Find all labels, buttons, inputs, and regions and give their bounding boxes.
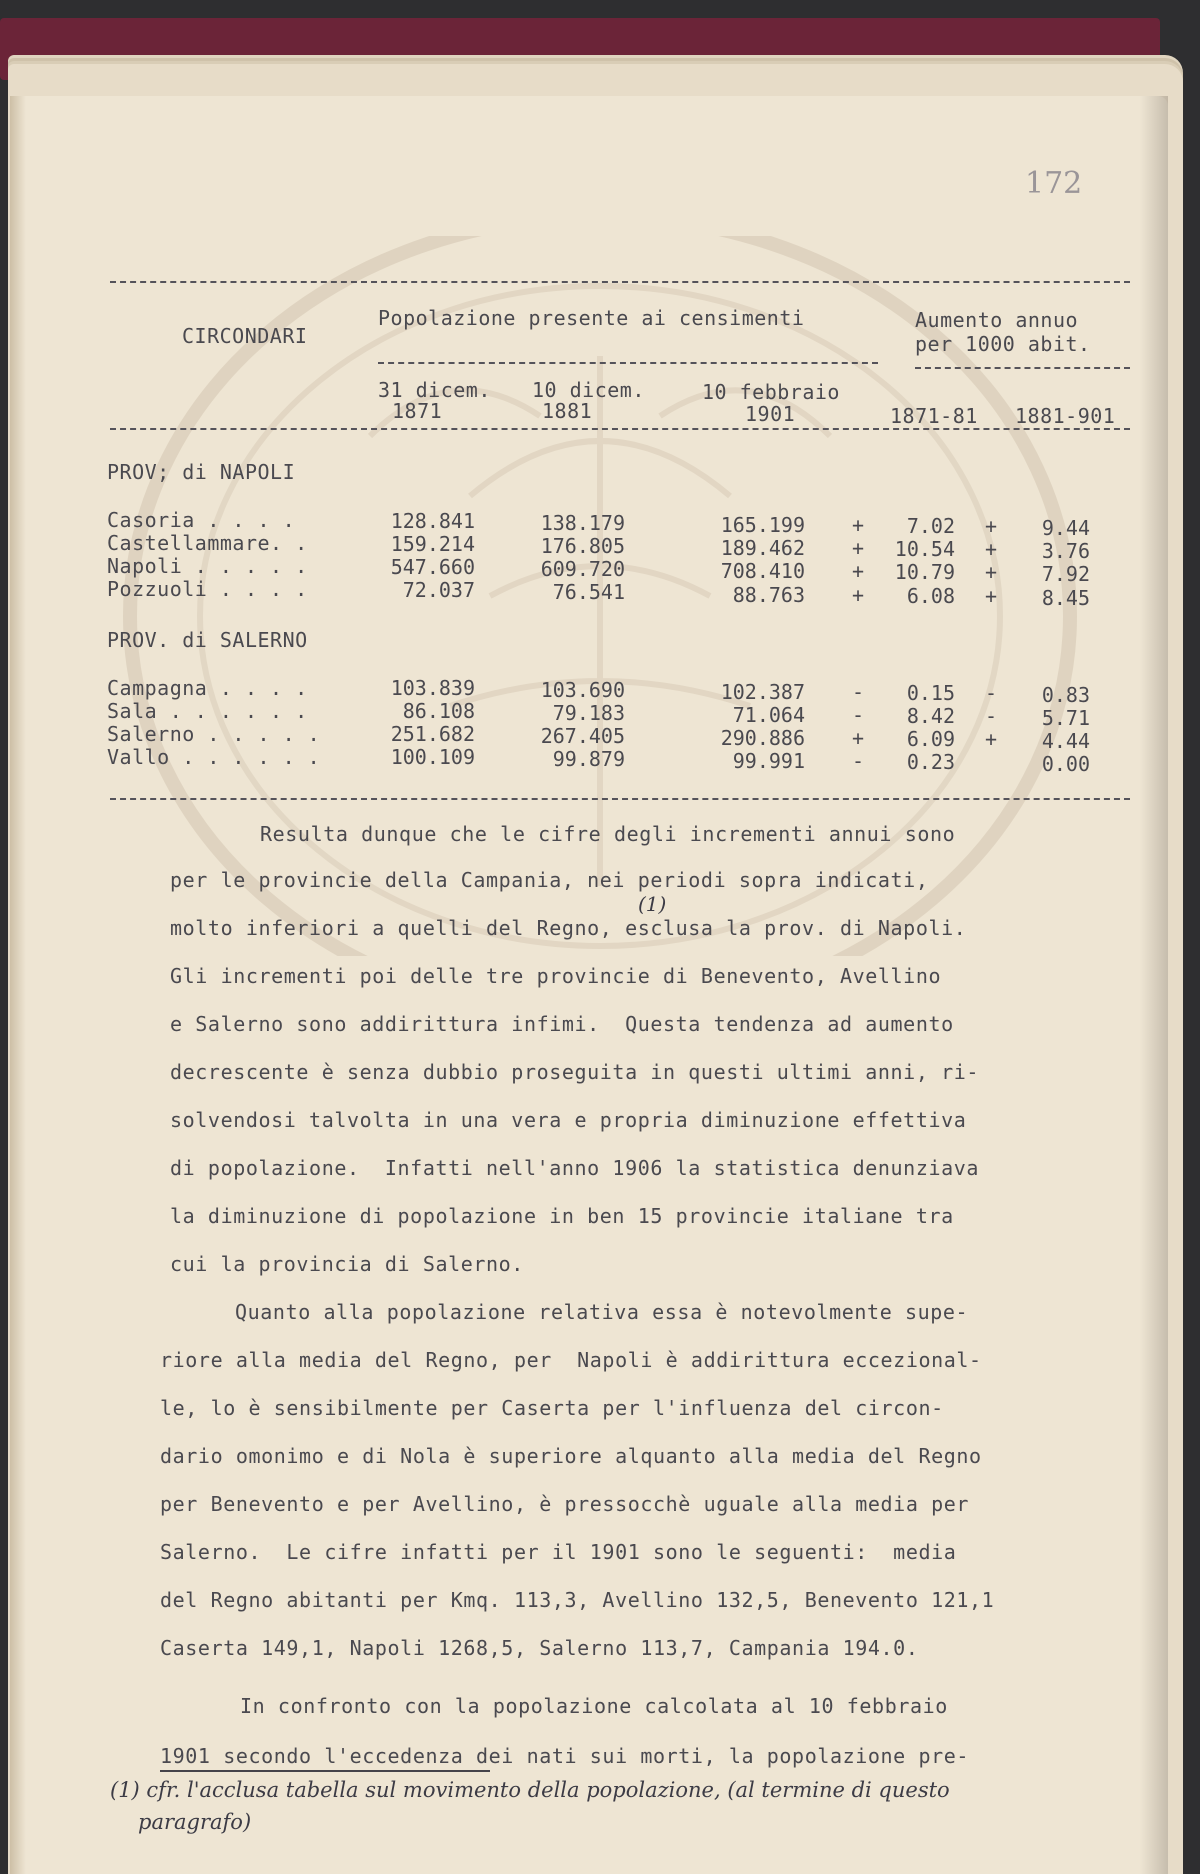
cell-sign-2: + [985,727,998,751]
cell-1881: 99.879 [552,747,625,771]
page-number: 172 [1025,166,1083,201]
header-col-1871-a: 31 dicem. [378,378,491,402]
cell-1871: 100.109 [390,745,475,769]
cell-aumento-1871-81: 0.23 [906,750,955,774]
header-aumento-line1: Aumento annuo [915,308,1079,332]
province-title-salerno: PROV. di SALERNO [107,628,308,652]
body-line: le, lo è sensibilmente per Caserta per l'influenza del circon- [160,1396,944,1420]
cell-sign-2: + [985,514,998,538]
cell-1871: 547.660 [390,555,475,579]
body-line: Caserta 149,1, Napoli 1268,5, Salerno 113,7, Campania 194.0. [160,1636,919,1660]
page-edge-shadow [1140,96,1168,1874]
cell-aumento-1881-901: 3.76 [1041,539,1090,563]
handwritten-footnote-line2: paragrafo) [138,1810,252,1834]
body-line: In confronto con la popolazione calcolata al 10 febbraio [240,1694,948,1718]
header-aumento-line2: per 1000 abit. [915,332,1091,356]
body-line: 1901 secondo l'eccedenza dei nati sui morti, la popolazione pre- [160,1744,970,1768]
header-col-1901-a: 10 febbraio [702,380,840,404]
body-line: per le provincie della Campania, nei periodi sopra indicati, [170,868,929,892]
cell-1871: 72.037 [402,578,475,602]
table-header-rule [110,428,1130,430]
body-line: e Salerno sono addirittura infimi. Questa tendenza ad aumento [170,1012,954,1036]
body-line: di popolazione. Infatti nell'anno 1906 la statistica denunziava [170,1156,980,1180]
cell-1871: 251.682 [390,722,475,746]
cell-1881: 609.720 [540,557,625,581]
table-group-rule-right [915,367,1130,369]
footnote-mark: (1) [638,892,667,916]
cell-sign-1: + [852,536,865,560]
cell-aumento-1881-901: 8.45 [1041,586,1090,610]
table-bottom-rule [110,798,1130,800]
cell-aumento-1871-81: 8.42 [906,704,955,728]
cell-sign-2: - [985,704,998,728]
cell-sign-1: - [852,749,865,773]
cell-aumento-1881-901: 7.92 [1041,562,1090,586]
cell-sign-1: - [852,680,865,704]
row-name: Vallo . . . . . . [107,745,321,769]
row-name: Napoli . . . . . [107,554,308,578]
row-name: Salerno . . . . . [107,722,321,746]
header-circondari: CIRCONDARI [182,324,308,348]
row-name: Casoria . . . . [107,508,296,532]
cell-1871: 103.839 [390,676,475,700]
body-line: cui la provincia di Salerno. [170,1252,524,1276]
cell-sign-2: - [985,681,998,705]
cell-sign-2: + [985,537,998,561]
page-spine-shadow [10,96,26,1874]
cell-1881: 176.805 [540,534,625,558]
row-name: Sala . . . . . . [107,699,308,723]
cell-aumento-1881-901: 4.44 [1041,729,1090,753]
cell-1901: 165.199 [720,513,805,537]
body-line: la diminuzione di popolazione in ben 15 provincie italiane tra [170,1204,954,1228]
cell-aumento-1871-81: 7.02 [906,514,955,538]
header-population: Popolazione presente ai censimenti [378,306,805,330]
header-col-1881-a: 10 dicem. [532,378,645,402]
body-line: Gli incrementi poi delle tre provincie di Benevento, Avellino [170,964,942,988]
cell-1871: 159.214 [390,532,475,556]
cell-1881: 138.179 [540,511,625,535]
body-line: decrescente è senza dubbio proseguita in questi ultimi anni, ri- [170,1060,980,1084]
cell-sign-1: + [852,513,865,537]
row-name: Campagna . . . . [107,676,308,700]
cell-1881: 103.690 [540,678,625,702]
header-col-1901-b: 1901 [745,402,796,426]
cell-aumento-1871-81: 10.54 [894,537,955,561]
cell-1901: 99.991 [732,749,805,773]
cell-aumento-1881-901: 9.44 [1041,516,1090,540]
cell-aumento-1871-81: 6.09 [906,727,955,751]
header-col-1871-81: 1871-81 [890,404,978,428]
cell-1871: 128.841 [390,509,475,533]
cell-aumento-1881-901: 0.83 [1041,683,1090,707]
body-line: dario omonimo e di Nola è superiore alquanto alla media del Regno [160,1444,982,1468]
province-title-napoli: PROV; di NAPOLI [107,460,296,484]
row-name: Pozzuoli . . . . [107,577,308,601]
table-top-rule [110,281,1130,283]
cell-aumento-1881-901: 0.00 [1041,752,1090,776]
cell-1901: 290.886 [720,726,805,750]
body-line: per Benevento e per Avellino, è pressocchè uguale alla media per [160,1492,970,1516]
cell-sign-1: + [852,559,865,583]
table-group-rule [378,362,878,364]
cell-sign-1: + [852,726,865,750]
header-col-1871-b: 1871 [392,399,443,423]
body-line: Resulta dunque che le cifre degli incrementi annui sono [260,822,956,846]
row-name: Castellammare. . [107,531,308,555]
cell-aumento-1871-81: 6.08 [906,584,955,608]
cell-aumento-1881-901: 5.71 [1041,706,1090,730]
cell-aumento-1871-81: 0.15 [906,681,955,705]
cell-sign-1: - [852,703,865,727]
cell-1901: 708.410 [720,559,805,583]
header-col-1881-b: 1881 [542,399,593,423]
body-line: molto inferiori a quelli del Regno, esclusa la prov. di Napoli. [170,916,967,940]
body-line: solvendosi talvolta in una vera e propria diminuzione effettiva [170,1108,967,1132]
header-col-1881-901: 1881-901 [1015,404,1116,428]
body-line: Salerno. Le cifre infatti per il 1901 sono le seguenti: media [160,1540,957,1564]
cell-1901: 189.462 [720,536,805,560]
cell-1881: 79.183 [552,701,625,725]
body-line: riore alla media del Regno, per Napoli è addirittura eccezional- [160,1348,982,1372]
document-page [10,96,1168,1874]
body-line: Quanto alla popolazione relativa essa è notevolmente supe- [235,1300,969,1324]
cell-1901: 88.763 [732,583,805,607]
cell-1901: 71.064 [732,703,805,727]
cell-sign-2: + [985,584,998,608]
cell-aumento-1871-81: 10.79 [894,560,955,584]
cell-1871: 86.108 [402,699,475,723]
cell-sign-1: + [852,583,865,607]
cell-sign-2: + [985,560,998,584]
body-line: del Regno abitanti per Kmq. 113,3, Avellino 132,5, Benevento 121,1 [160,1588,995,1612]
cell-1881: 76.541 [552,580,625,604]
cell-1881: 267.405 [540,724,625,748]
footnote-separator [160,1770,490,1772]
cell-1901: 102.387 [720,680,805,704]
handwritten-footnote-line1: (1) cfr. l'acclusa tabella sul movimento della popolazione, (al termine di questo [110,1778,950,1802]
